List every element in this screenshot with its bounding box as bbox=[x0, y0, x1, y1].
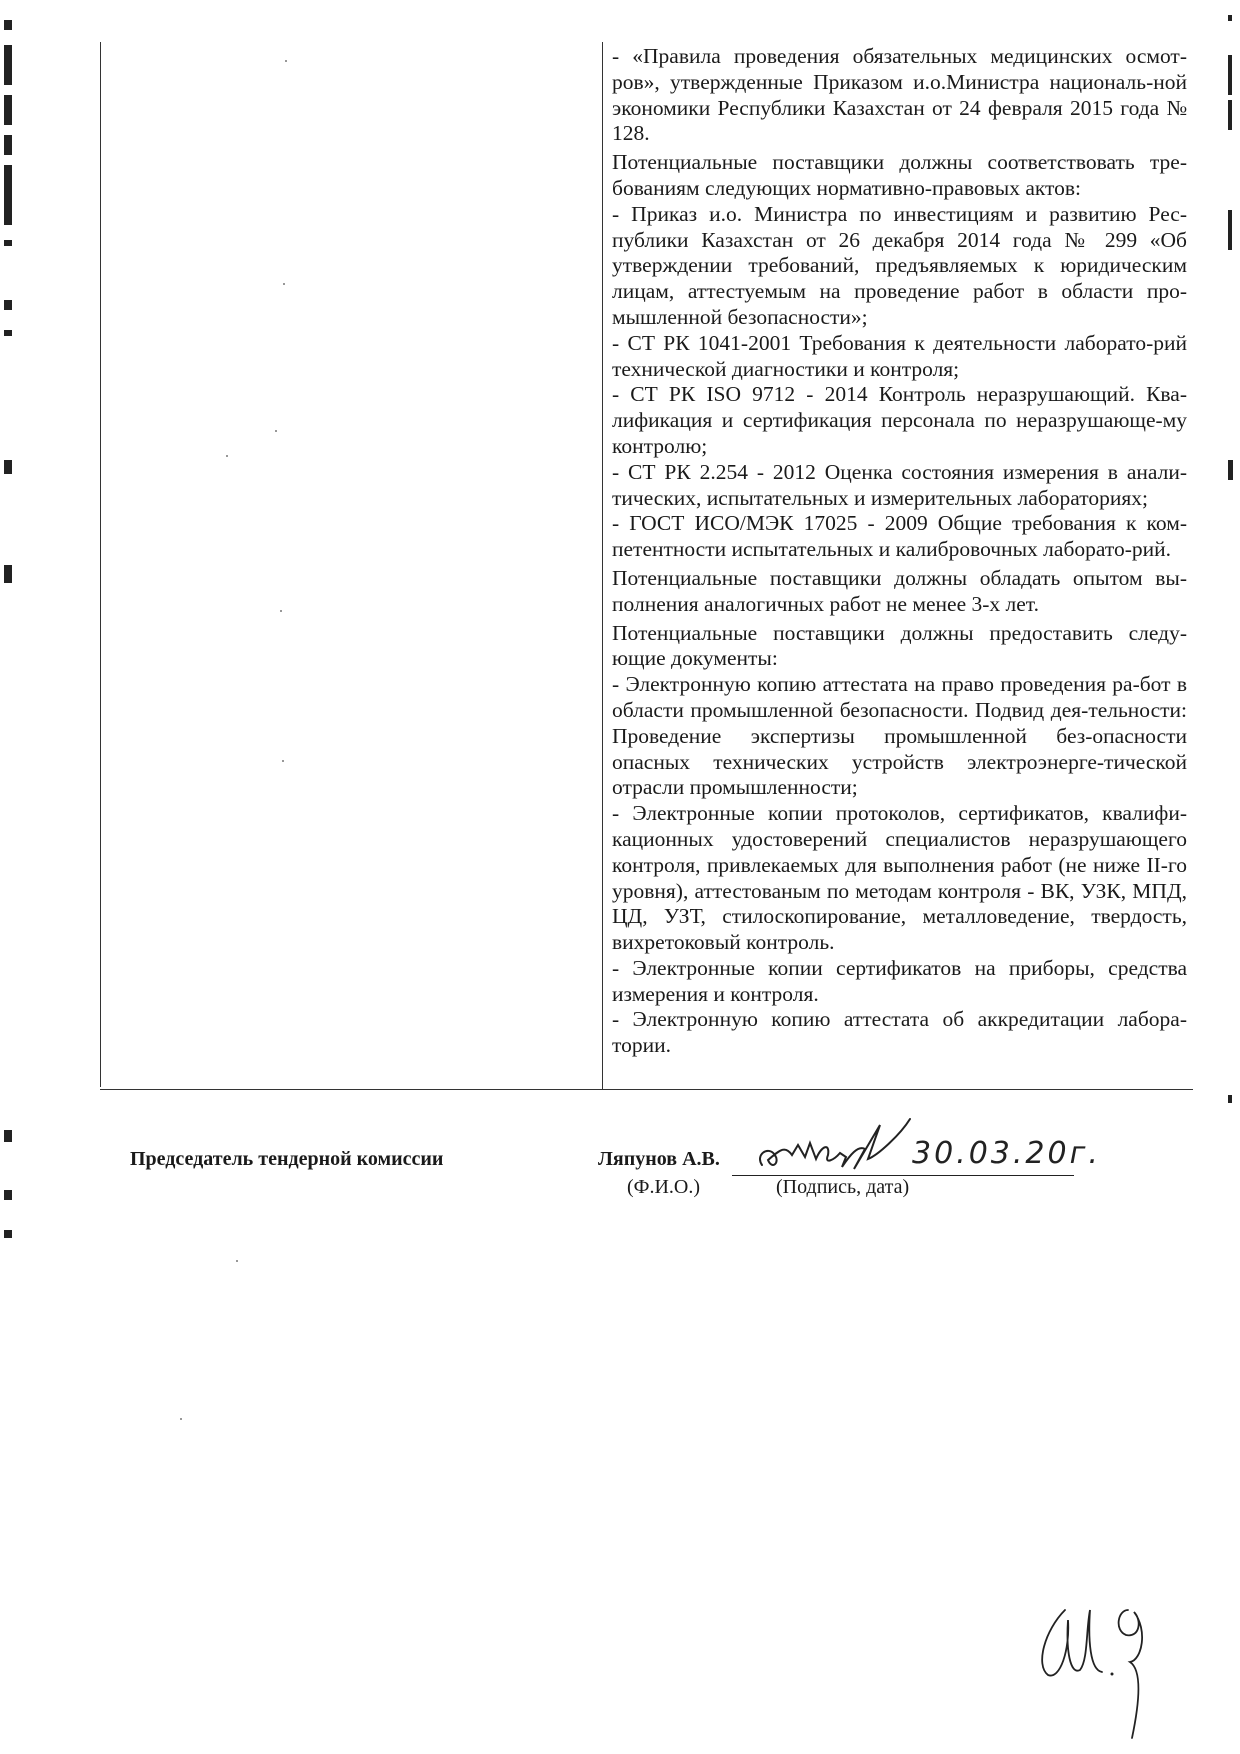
scan-edge-right bbox=[1222, 0, 1240, 1754]
handwritten-date: 30.03.20г. bbox=[912, 1136, 1101, 1171]
requirements-column bbox=[612, 44, 1187, 1059]
requirement-paragraph: - Электронную копию аттестата на право проведения ра-бот в области промышленной безопасности. Подвид дея-тельности: Проведение экспертизы промышленной без-опасности опасных технических устройств электроэнерге-тической отрасли промышленности; bbox=[612, 672, 1187, 800]
scan-speck bbox=[226, 455, 228, 457]
requirement-paragraph: - ГОСТ ИСО/МЭК 17025 - 2009 Общие требования к ком-петентности испытательных и калибровочных лаборато-рий. bbox=[612, 511, 1187, 562]
table-bottom-border bbox=[100, 1089, 1193, 1090]
requirement-paragraph: - Электронные копии сертификатов на приборы, средства измерения и контроля. bbox=[612, 955, 1187, 1006]
handwritten-initials bbox=[1030, 1590, 1160, 1740]
requirement-paragraph: - Электронные копии протоколов, сертификатов, квалифи-кационных удостоверений специалистов неразрушающего контроля, привлекаемых для выполнения работ (не ниже II-го уровня), аттестованым по методам контроля - ВК, УЗК, МПД, ЦД, УЗТ, стилоскопирование, металловедение, твердость, вихретоковый контроль. bbox=[612, 801, 1187, 955]
scan-speck bbox=[283, 283, 285, 285]
chairman-title: Председатель тендерной комиссии bbox=[130, 1148, 444, 1170]
fio-label: (Ф.И.О.) bbox=[627, 1176, 701, 1198]
requirement-paragraph: - «Правила проведения обязательных медицинских осмот-ров», утвержденные Приказом и.о.Министра националь-ной экономики Республики Казахстан от 24 февраля 2015 года № 128. bbox=[612, 44, 1187, 146]
scan-speck bbox=[180, 1418, 182, 1420]
signature-date-label: (Подпись, дата) bbox=[776, 1176, 910, 1198]
requirement-paragraph: - Приказ и.о. Министра по инвестициям и развитию Рес-публики Казахстан от 26 декабря 2014 года № 299 «Об утверждении требований, предъявляемых к юридическим лицам, аттестуемым на проведение работ в области про-мышленной безопасности»; bbox=[612, 201, 1187, 329]
requirement-paragraph: Потенциальные поставщики должны обладать опытом вы-полнения аналогичных работ не менее 3-х лет. bbox=[612, 565, 1187, 616]
scan-speck bbox=[285, 60, 287, 62]
handwritten-signature bbox=[750, 1115, 920, 1180]
requirement-paragraph: - СТ РК 2.254 - 2012 Оценка состояния измерения в анали-тических, испытательных и измерительных лабораториях; bbox=[612, 459, 1187, 510]
requirement-paragraph: Потенциальные поставщики должны предоставить следу-ющие документы: bbox=[612, 620, 1187, 671]
requirement-paragraph: - Электронную копию аттестата об аккредитации лабора-тории. bbox=[612, 1007, 1187, 1058]
scan-speck bbox=[275, 430, 277, 432]
chairman-name: Ляпунов А.В. bbox=[598, 1148, 720, 1170]
table-column-divider bbox=[602, 42, 603, 1090]
scan-speck bbox=[280, 610, 282, 612]
scan-speck bbox=[236, 1260, 238, 1262]
signature-block bbox=[0, 1136, 1240, 1260]
scan-speck bbox=[282, 760, 284, 762]
scan-edge-left bbox=[0, 0, 18, 1754]
table-left-border bbox=[100, 42, 101, 1087]
requirement-paragraph: Потенциальные поставщики должны соответствовать тре-бованиям следующих нормативно-правовых актов: bbox=[612, 150, 1187, 200]
requirement-paragraph: - СТ РК ISO 9712 - 2014 Контроль неразрушающий. Ква-лификация и сертификация персонала по неразрушающе-му контролю; bbox=[612, 382, 1187, 458]
requirement-paragraph: - СТ РК 1041-2001 Требования к деятельности лаборато-рий технической диагностики и контроля; bbox=[612, 330, 1187, 381]
